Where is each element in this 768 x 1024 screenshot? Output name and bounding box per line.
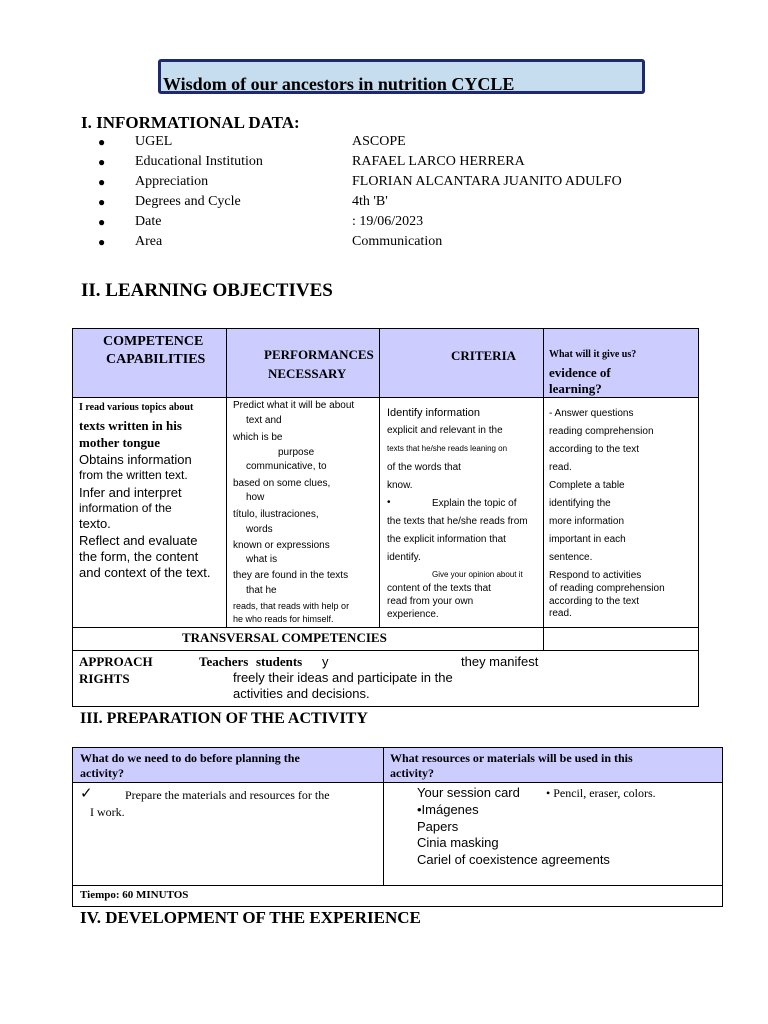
section-1-heading: I. INFORMATIONAL DATA:: [81, 113, 300, 132]
header-evidence: evidence of: [549, 365, 611, 380]
performance-text: which is be: [233, 432, 283, 443]
info-row-appreciation: [98, 174, 658, 194]
criteria-text: content of the texts that: [387, 583, 491, 594]
evidence-text: read.: [549, 462, 572, 473]
criteria-text: identify.: [387, 552, 421, 563]
info-value: 4th 'B': [352, 194, 388, 209]
competence-text: texts written in his: [79, 418, 182, 433]
info-label: Degrees and Cycle: [135, 194, 241, 209]
bullet: ●: [98, 235, 106, 249]
transversal-text: freely their ideas and participate in the: [233, 670, 453, 685]
competence-text: I read various topics about: [79, 402, 194, 413]
header-competence: COMPETENCE: [103, 334, 204, 349]
capability-text: and context of the text.: [79, 565, 211, 580]
performance-text: words: [246, 524, 273, 535]
info-value: Communication: [352, 234, 443, 249]
criteria-text: the explicit information that: [387, 534, 506, 545]
performance-text: that he: [246, 585, 277, 596]
criteria-text: know.: [387, 480, 413, 491]
header-necessary: NECESSARY: [268, 366, 347, 381]
bullet: ●: [98, 155, 106, 169]
prep-col1-header: activity?: [80, 766, 124, 780]
prep-col2-header: activity?: [390, 766, 434, 780]
performance-text: he who reads for himself.: [233, 614, 334, 624]
info-row-degrees: [98, 194, 658, 214]
info-label: Educational Institution: [135, 154, 263, 169]
prep-task-text: Prepare the materials and resources for the: [125, 788, 330, 802]
performance-text: how: [246, 492, 265, 503]
competence-text: mother tongue: [79, 435, 161, 450]
evidence-text: Respond to activities: [549, 570, 642, 581]
bullet: ●: [98, 135, 106, 149]
transversal-y: y: [322, 654, 329, 669]
performance-text: text and: [246, 415, 282, 426]
evidence-text: sentence.: [549, 552, 593, 563]
checkmark-icon: ✓: [80, 786, 93, 802]
prep-col2-header: What resources or materials will be used in this: [390, 751, 633, 765]
criteria-text: Explain the topic of: [432, 498, 517, 509]
evidence-text: - Answer questions: [549, 408, 634, 419]
info-value: FLORIAN ALCANTARA JUANITO ADULFO: [352, 174, 622, 189]
info-label: Appreciation: [135, 174, 209, 189]
info-value: ASCOPE: [352, 134, 406, 149]
bullet: ●: [98, 175, 106, 189]
resource-item: Cinia masking: [417, 835, 499, 850]
evidence-text: Complete a table: [549, 480, 625, 491]
students-label: students: [256, 654, 303, 669]
section-3-heading: III. PREPARATION OF THE ACTIVITY: [80, 710, 368, 727]
evidence-text: read.: [549, 608, 572, 619]
capability-text: information of the: [79, 501, 172, 515]
resource-item: Your session card: [417, 785, 520, 800]
section-2-heading: II. LEARNING OBJECTIVES: [81, 280, 333, 301]
document-title: Wisdom of our ancestors in nutrition CYCLE: [163, 74, 515, 94]
time-label: Tiempo: 60 MINUTOS: [80, 889, 189, 901]
criteria-text: of the words that: [387, 462, 461, 473]
capability-text: texto.: [79, 516, 111, 531]
evidence-text: identifying the: [549, 498, 611, 509]
rights-label: RIGHTS: [79, 671, 130, 686]
evidence-text: according to the text: [549, 596, 640, 607]
criteria-text: Identify information: [387, 407, 480, 419]
resource-item: • Pencil, eraser, colors.: [546, 786, 656, 800]
info-label: Area: [135, 234, 163, 249]
info-row-date: [98, 214, 658, 234]
criteria-bullet: •: [387, 497, 391, 508]
capability-text: Obtains information: [79, 452, 192, 467]
evidence-text: more information: [549, 516, 625, 527]
info-row-ugel: [98, 134, 658, 154]
performance-text: known or expressions: [233, 540, 330, 551]
info-label: Date: [135, 214, 162, 229]
resource-item: Papers: [417, 819, 459, 834]
header-capabilities: CAPABILITIES: [106, 352, 206, 367]
performance-text: Predict what it will be about: [233, 400, 355, 411]
transversal-manifest: they manifest: [461, 654, 539, 669]
performance-text: purpose: [278, 447, 315, 458]
performance-text: communicative, to: [246, 461, 327, 472]
criteria-text: texts that he/she reads leaning on: [387, 444, 508, 453]
evidence-text: important in each: [549, 534, 626, 545]
performance-text: based on some clues,: [233, 478, 331, 489]
header-learning: learning?: [549, 381, 602, 396]
criteria-text: the texts that he/she reads from: [387, 516, 528, 527]
prep-col1-header: What do we need to do before planning the: [80, 751, 300, 765]
performance-text: título, ilustraciones,: [233, 509, 319, 520]
info-value: : 19/06/2023: [352, 214, 424, 229]
criteria-text: Give your opinion about it: [432, 570, 523, 579]
resource-item: •Imágenes: [417, 802, 479, 817]
evidence-text: according to the text: [549, 444, 640, 455]
bullet: ●: [98, 215, 106, 229]
transversal-text: activities and decisions.: [233, 686, 370, 701]
criteria-text: experience.: [387, 609, 439, 620]
header-evidence-question: What will it give us?: [549, 349, 637, 360]
bullet: ●: [98, 195, 106, 209]
approach-label: APPROACH: [79, 654, 153, 669]
performance-text: they are found in the texts: [233, 570, 349, 581]
capability-text: from the written text.: [79, 468, 188, 482]
criteria-text: read from your own: [387, 596, 474, 607]
capability-text: the form, the content: [79, 549, 199, 564]
prep-task-text: I work.: [90, 805, 125, 819]
performance-text: reads, that reads with help or: [233, 601, 350, 611]
section-4-heading: IV. DEVELOPMENT OF THE EXPERIENCE: [80, 908, 421, 927]
header-performances: PERFORMANCES: [264, 347, 374, 362]
info-row-area: [98, 234, 658, 254]
info-value: RAFAEL LARCO HERRERA: [352, 154, 525, 169]
info-label: UGEL: [135, 134, 173, 149]
info-row-institution: [98, 154, 658, 174]
resource-item: Cariel of coexistence agreements: [417, 852, 610, 867]
header-criteria: CRITERIA: [451, 348, 517, 363]
teachers-label: Teachers: [199, 654, 249, 669]
criteria-text: explicit and relevant in the: [387, 425, 503, 436]
transversal-heading: TRANSVERSAL COMPETENCIES: [182, 630, 387, 645]
capability-text: Reflect and evaluate: [79, 533, 198, 548]
evidence-text: of reading comprehension: [549, 583, 665, 594]
capability-text: Infer and interpret: [79, 485, 182, 500]
evidence-text: reading comprehension: [549, 426, 654, 437]
performance-text: what is: [246, 554, 278, 565]
